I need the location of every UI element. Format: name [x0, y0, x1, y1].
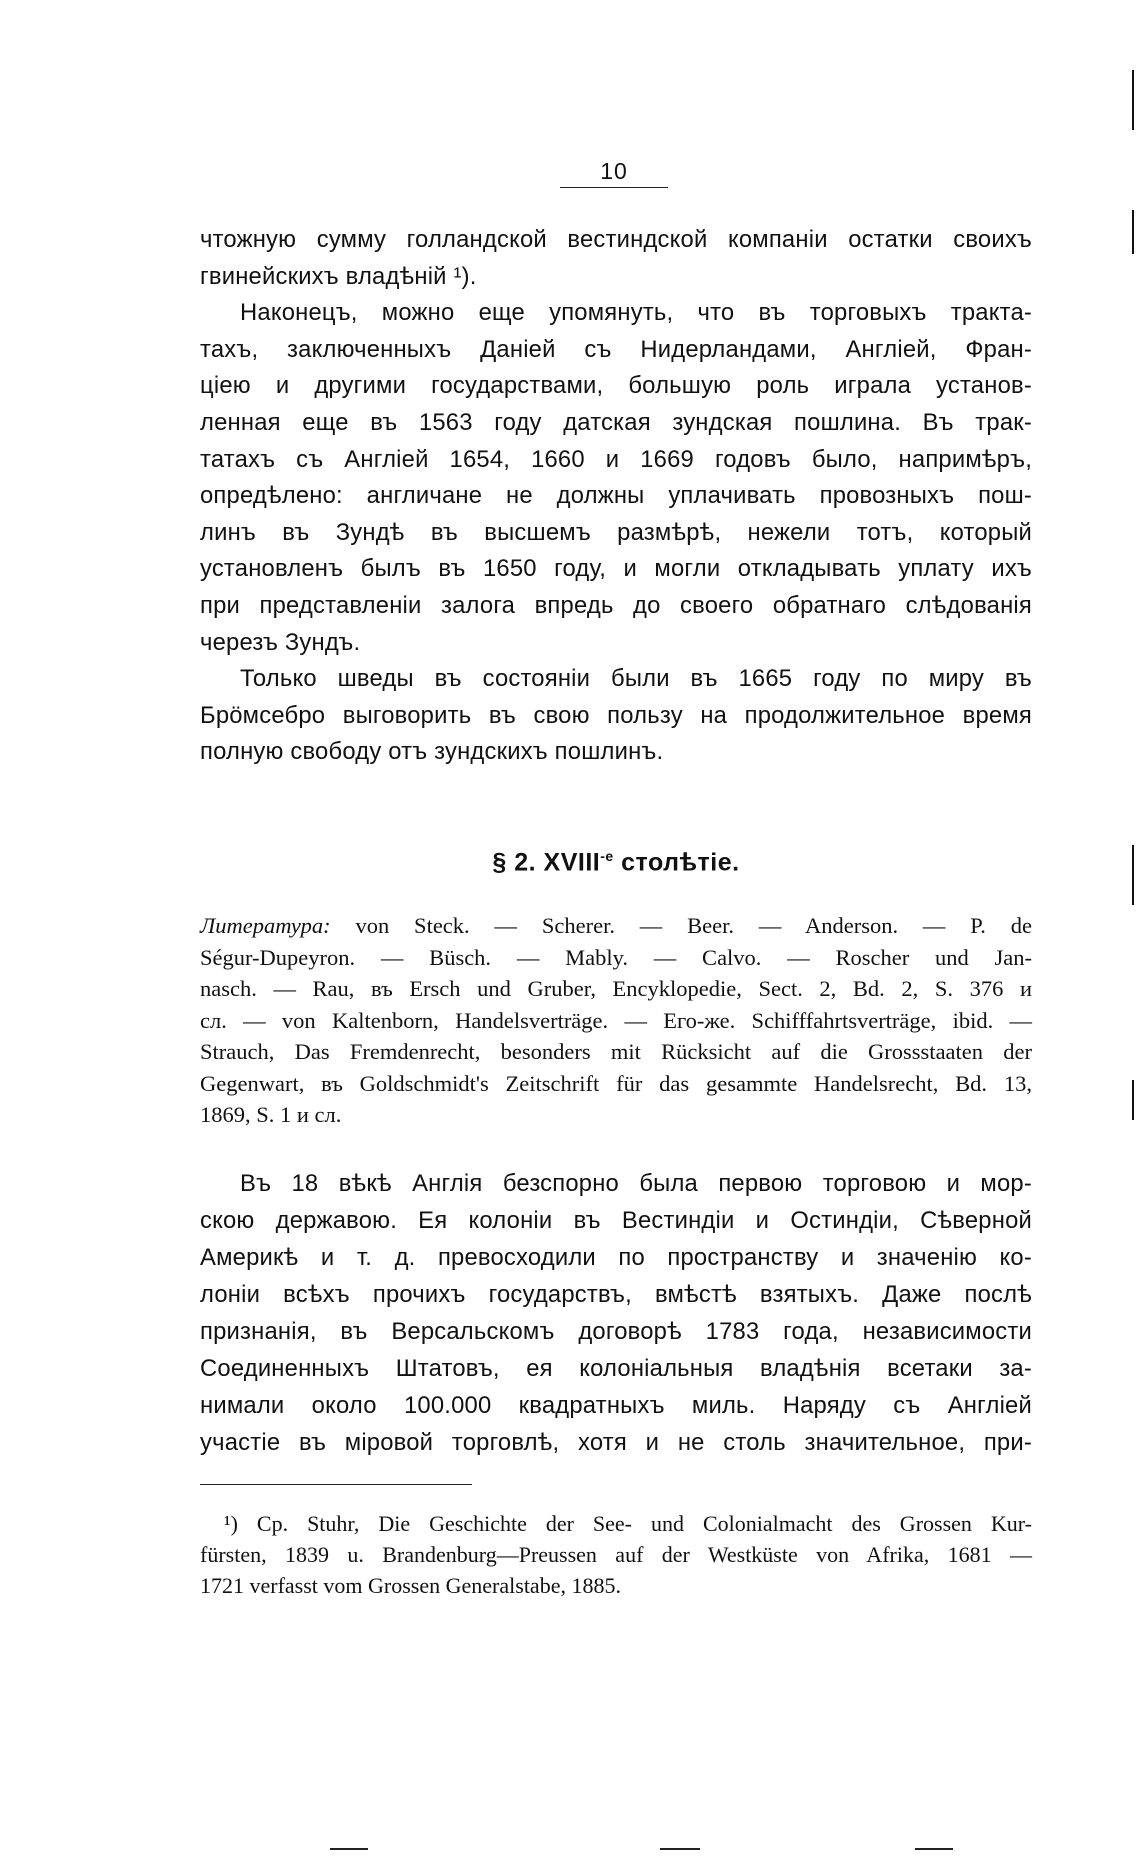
text-line: опредѣлено: англичане не должны уплачивать провозныхъ пош- [200, 482, 1032, 510]
literature-line: nasch. — Rau, въ Ersch und Gruber, Encyklopedie, Sect. 2, Bd. 2, S. 376 и [200, 976, 1032, 1001]
literature-line: Gegenwart, въ Goldschmidt's Zeitschrift für das gesammte Handelsrecht, Bd. 13, [200, 1070, 1032, 1096]
text-line: установленъ былъ въ 1650 году, и могли откладывать уплату ихъ [200, 555, 1032, 583]
footnote-divider [200, 1484, 472, 1485]
text-line: полную свободу отъ зундскихъ пошлинъ. [200, 738, 664, 766]
text-line: Америкѣ и т. д. превосходили по пространству и значенію ко- [200, 1244, 1032, 1271]
section-number: § 2. XVIII [492, 848, 601, 877]
scan-edge-mark [1132, 1080, 1134, 1120]
literature-line: Ségur-Dupeyron. — Büsch. — Mably. — Calvo. — Roscher und Jan- [200, 944, 1032, 970]
text-line: чтожную сумму голландской вестиндской компаніи остатки своихъ [200, 226, 1032, 253]
text-line: Наконецъ, можно еще упомянуть, что въ торговыхъ тракта- [240, 299, 1032, 327]
scan-edge-mark [1132, 70, 1134, 130]
footnote [200, 1508, 1032, 1601]
text-line: Брöмсебро выговорить въ свою пользу на продолжительное время [200, 701, 1032, 729]
text-line: ленная еще въ 1563 году датская зундская пошлина. Въ трак- [200, 408, 1032, 436]
scan-dash-mark [660, 1848, 700, 1850]
section-title: столѣтіе. [613, 848, 740, 877]
text-line: нимали около 100.000 квадратныхъ миль. Наряду съ Англіей [200, 1392, 1032, 1419]
literature-line: сл. — von Kaltenborn, Handelsverträge. — Его-же. Schifffahrtsverträge, ibid. — [200, 1007, 1032, 1033]
text-line: Въ 18 вѣкѣ Англія безспорно была первою торговою и мор- [240, 1170, 1032, 1197]
text-line: гвинейскихъ владѣній ¹). [200, 262, 477, 290]
century-suffix: -е [600, 848, 614, 864]
text-line: при представленіи залога впредь до своего обратнаго слѣдованія [200, 591, 1032, 619]
text-line: скою державою. Ея колоніи въ Вестиндіи и Остиндіи, Сѣверной [200, 1207, 1032, 1234]
main-text-block-2 [200, 1165, 1032, 1461]
scan-dash-mark [330, 1848, 368, 1850]
literature-label: Литература: [200, 913, 331, 938]
text-line: Только шведы въ состояніи были въ 1665 году по миру въ [240, 665, 1032, 693]
scan-edge-mark [1132, 210, 1134, 254]
footnote-line: fürsten, 1839 u. Brandenburg—Preussen auf der Westküste von Afrika, 1681 — [200, 1542, 1032, 1567]
scan-edge-mark [1132, 845, 1134, 905]
text-line: татахъ съ Англіей 1654, 1660 и 1669 годовъ было, напримѣръ, [200, 445, 1032, 473]
text-line: ціею и другими государствами, большую роль играла установ- [200, 372, 1032, 400]
literature-line: 1869, S. 1 и сл. [200, 1102, 342, 1127]
page-number: 10 [560, 158, 668, 188]
text-line: черезъ Зундъ. [200, 628, 361, 656]
text-line: лоніи всѣхъ прочихъ государствъ, вмѣстѣ взятыхъ. Даже послѣ [200, 1281, 1032, 1308]
literature-block [200, 910, 1032, 1131]
text-line: тахъ, заключенныхъ Даніей съ Нидерландами, Англіей, Фран- [200, 335, 1032, 363]
scan-dash-mark [915, 1848, 953, 1850]
footnote-line: ¹) Ср. Stuhr, Die Geschichte der See- und Colonialmacht des Grossen Kur- [224, 1511, 1032, 1536]
text-line: признанія, въ Версальскомъ договорѣ 1783 года, независимости [200, 1318, 1032, 1345]
literature-line: Литература: von Steck. — Scherer. — Beer. — Anderson. — P. de [200, 913, 1032, 938]
main-text-block [200, 222, 1032, 771]
literature-line: Strauch, Das Fremdenrecht, besonders mit Rücksicht auf die Grossstaaten der [200, 1039, 1032, 1064]
text-line: участіе въ міровой торговлѣ, хотя и не столь значительное, при- [200, 1429, 1032, 1456]
footnote-line: 1721 verfasst vom Grossen Generalstabe, 1885. [200, 1573, 621, 1598]
section-heading [200, 848, 1032, 877]
text-line: линъ въ Зундѣ въ высшемъ размѣрѣ, нежели тотъ, который [200, 518, 1032, 546]
text-line: Соединенныхъ Штатовъ, ея колоніальныя владѣнія всетаки за- [200, 1355, 1032, 1382]
